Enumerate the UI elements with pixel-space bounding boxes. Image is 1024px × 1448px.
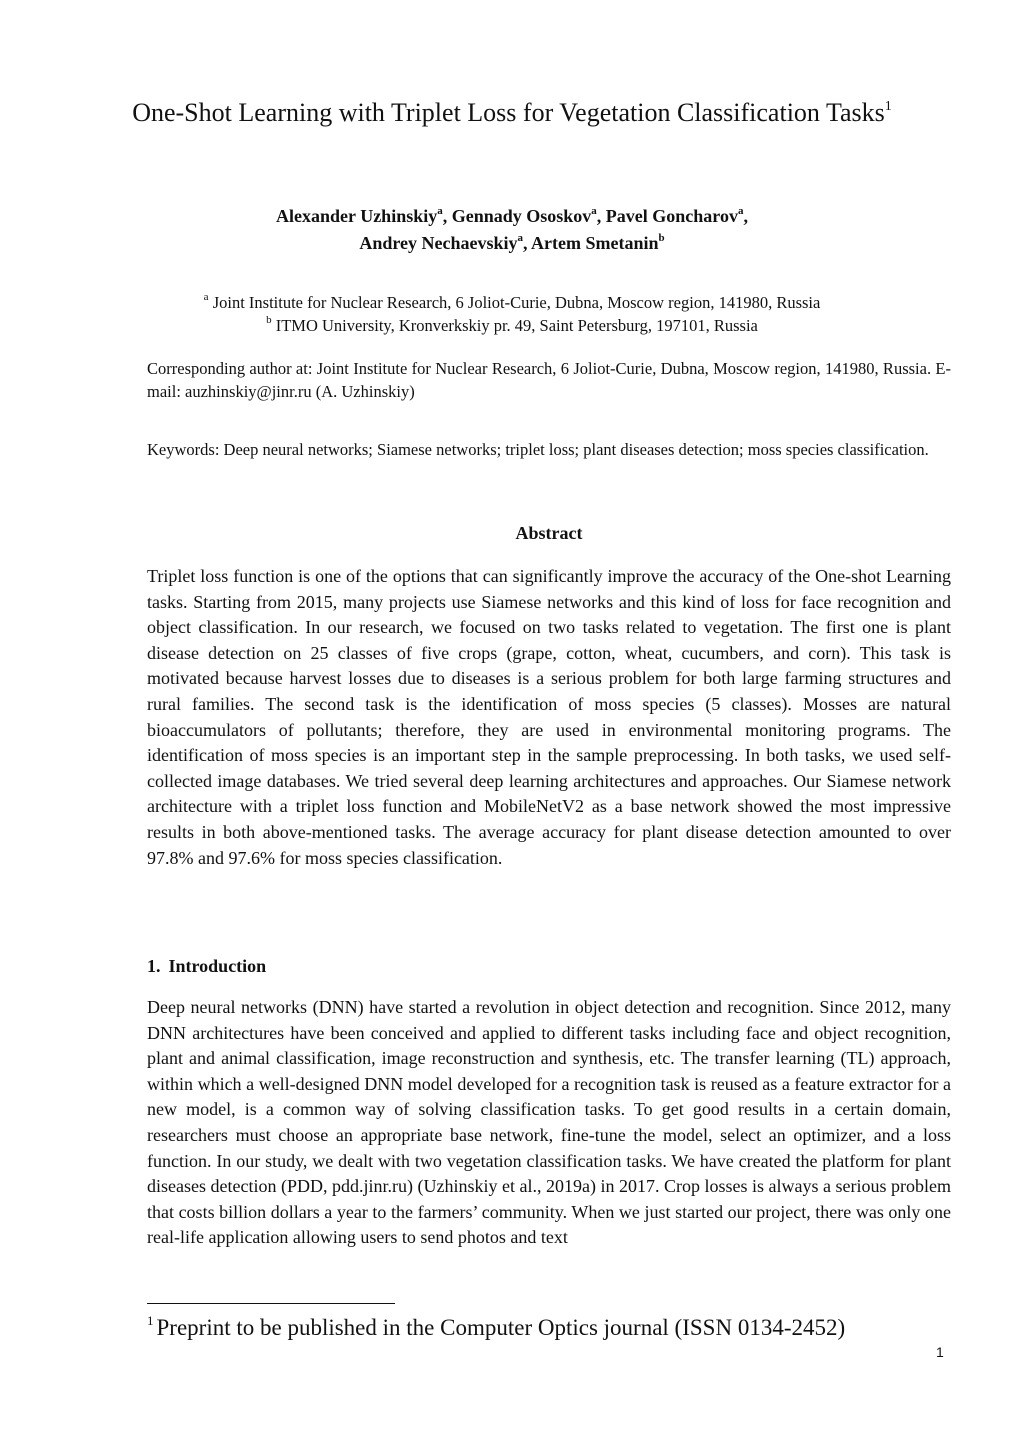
- page-number: 1: [936, 1344, 944, 1360]
- paper-title: [120, 96, 904, 130]
- author: Alexander Uzhinskiy$^a$,: [276, 205, 452, 226]
- author: Artem Smetanin$^b$: [531, 232, 665, 253]
- footnote: [147, 1313, 845, 1343]
- footnote-text: Preprint to be published in the Computer Optics journal (ISSN 0134-2452): [156, 1315, 846, 1340]
- affiliation-b: $^b$ ITMO University, Kronverkskiy pr. 49, Saint Petersburg, 197101, Russia: [266, 314, 758, 335]
- footnote-mark: 1: [147, 1313, 154, 1328]
- title-footnote-mark: 1: [884, 99, 892, 114]
- title-text: One-Shot Learning with Triplet Loss for Vegetation Classification Tasks: [132, 98, 885, 127]
- author-list: [120, 203, 904, 257]
- author: Andrey Nechaevskiy$^a$,: [359, 232, 532, 253]
- section-number: 1.: [147, 956, 161, 976]
- affiliation-a: $^a$ Joint Institute for Nuclear Research, 6 Joliot-Curie, Dubna, Moscow region, 141980, Russia: [203, 291, 821, 312]
- author: Pavel Goncharov$^a$,: [605, 205, 748, 226]
- abstract-heading: Abstract: [515, 523, 583, 543]
- affiliations: [120, 291, 904, 337]
- abstract-text: Triplet loss function is one of the options that can significantly improve the accuracy of the One-shot Learning tasks. Starting from 2015, many projects use Siamese networks and this kind of loss for face recognition and object classification. In our research, we focused on two tasks related to vegetation. The first one is plant disease detection on 25 classes of five crops (grape, cotton, wheat, cucumbers, and corn). This task is motivated because harvest losses due to diseases is a serious problem for both large farming structures and rural families. The second task is the identification of moss species (5 classes). Mosses are natural bioaccumulators of pollutants; therefore, they are used in environmental monitoring programs. The identification of moss species is an important step in the sample preprocessing. In both tasks, we used self-collected image databases. We tried several deep learning architectures and approaches. Our Siamese network architecture with a triplet loss function and MobileNetV2 as a base network showed the most impressive results in both above-mentioned tasks. The average accuracy for plant disease detection amounted to over 97.8% and 97.6% for moss species classification.: [147, 566, 951, 868]
- footnote-divider: [147, 1303, 395, 1304]
- section-heading-introduction: [147, 956, 266, 977]
- author: Gennady Ososkov$^a$,: [451, 205, 606, 226]
- corresponding-author: Corresponding author at: Joint Institute for Nuclear Research, 6 Joliot-Curie, Dubna, Moscow region, 141980, Russia. E-mail: auzhinskiy@jinr.ru (A. Uzhinskiy): [147, 359, 951, 401]
- keywords: Keywords: Deep neural networks; Siamese networks; triplet loss; plant diseases detection; moss species classification.: [147, 440, 929, 459]
- introduction-text: Deep neural networks (DNN) have started a revolution in object detection and recognition. Since 2012, many DNN architectures have been conceived and applied to different tasks including face and object recognition, plant and animal classification, image reconstruction and synthesis, etc. The transfer learning (TL) approach, within which a well-designed DNN model developed for a recognition task is reused as a feature extractor for a new model, is a common way of solving classification tasks. To get good results in a certain domain, researchers must choose an appropriate base network, fine-tune the model, select an optimizer, and a loss function. In our study, we dealt with two vegetation classification tasks. We have created the platform for plant diseases detection (PDD, pdd.jinr.ru) (Uzhinskiy et al., 2019a) in 2017. Crop losses is always a serious problem that costs billion dollars a year to the farmers’ community. When we just started our project, there was only one real-life application allowing users to send photos and text: [147, 997, 951, 1248]
- section-title: Introduction: [168, 956, 267, 976]
